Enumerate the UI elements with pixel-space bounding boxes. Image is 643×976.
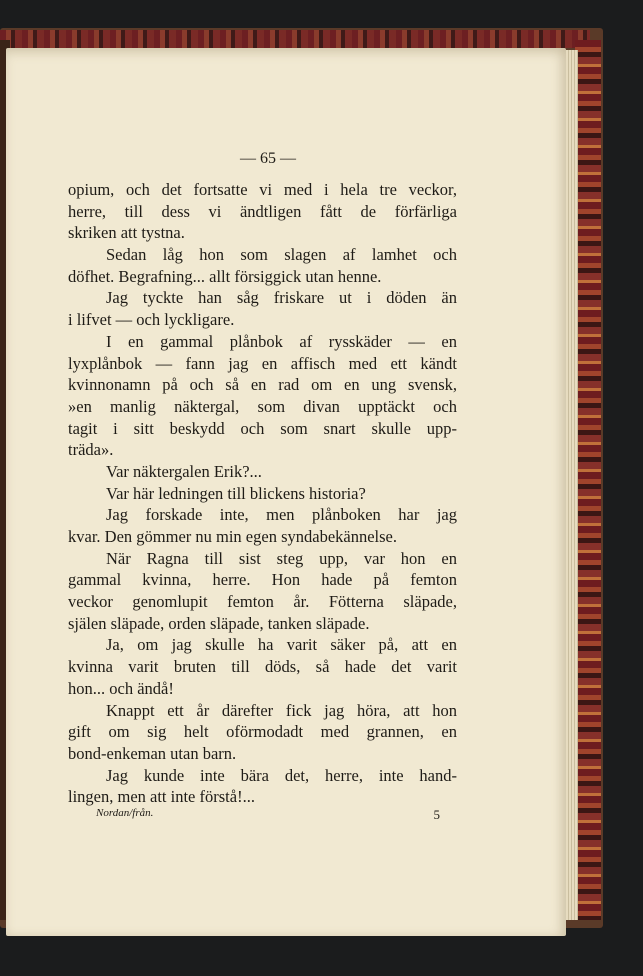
text-line: kvinnonamn på och så en rad om en ung svensk, <box>68 375 457 395</box>
text-line: bond-enkeman utan barn. <box>68 743 237 763</box>
text-line: Var här ledningen till blickens historia? <box>106 483 366 503</box>
text-line: Ja, om jag skulle ha varit säker på, att en <box>106 635 457 655</box>
text-line: gammal kvinna, herre. Hon hade på femton <box>68 570 457 590</box>
text-line: hon... och ändå! <box>68 678 174 698</box>
page-number-top: — 65 — <box>240 150 296 167</box>
binding-right-edge <box>575 40 601 920</box>
text-line: lingen, men att inte förstå!... <box>68 787 255 807</box>
text-line: själen släpade, orden släpade, tanken släpade. <box>68 613 370 633</box>
text-line: gift om sig helt oförmodadt med grannen, en <box>68 722 457 742</box>
text-line: Jag forskade inte, men plånboken har jag <box>106 505 457 525</box>
text-line: Knappt ett år därefter fick jag höra, att hon <box>106 700 457 720</box>
text-line: döfhet. Begrafning... allt försiggick utan henne. <box>68 266 382 286</box>
text-line: skriken att tystna. <box>68 223 185 243</box>
text-line: opium, och det fortsatte vi med i hela tre veckor, <box>68 180 457 199</box>
text-line: I en gammal plånbok af rysskäder — en <box>106 331 457 351</box>
text-line: Jag tyckte han såg friskare ut i döden än <box>106 288 457 308</box>
text-line: lyxplånbok — fann jag en affisch med ett kändt <box>68 353 457 373</box>
body-text <box>68 180 457 809</box>
footer-page-number: 5 <box>433 807 440 822</box>
binding-top-edge <box>0 30 590 48</box>
text-line: Var näktergalen Erik?... <box>106 461 262 481</box>
text-line: Jag kunde inte bära det, herre, inte hand- <box>106 765 457 785</box>
footer-signature: Nordan/från. <box>96 807 154 819</box>
text-line: »en manlig näktergal, som divan upptäckt och <box>68 396 457 416</box>
text-line: Sedan låg hon som slagen af lamhet och <box>106 245 457 265</box>
text-line: tagit i sitt beskydd och som snart skulle upp- <box>68 418 457 438</box>
text-line: kvar. Den gömmer nu min egen syndabekännelse. <box>68 527 397 546</box>
text-line: När Ragna till sist steg upp, var hon en <box>106 548 457 568</box>
text-line: kvinna varit bruten till döds, så hade det varit <box>68 657 457 677</box>
text-line: veckor genomlupit femton år. Fötterna släpade, <box>68 592 457 612</box>
text-line: i lifvet — och lyckligare. <box>68 310 235 330</box>
text-line: träda». <box>68 440 114 460</box>
text-line: herre, till dess vi ändtligen fått de förfärliga <box>68 201 457 221</box>
